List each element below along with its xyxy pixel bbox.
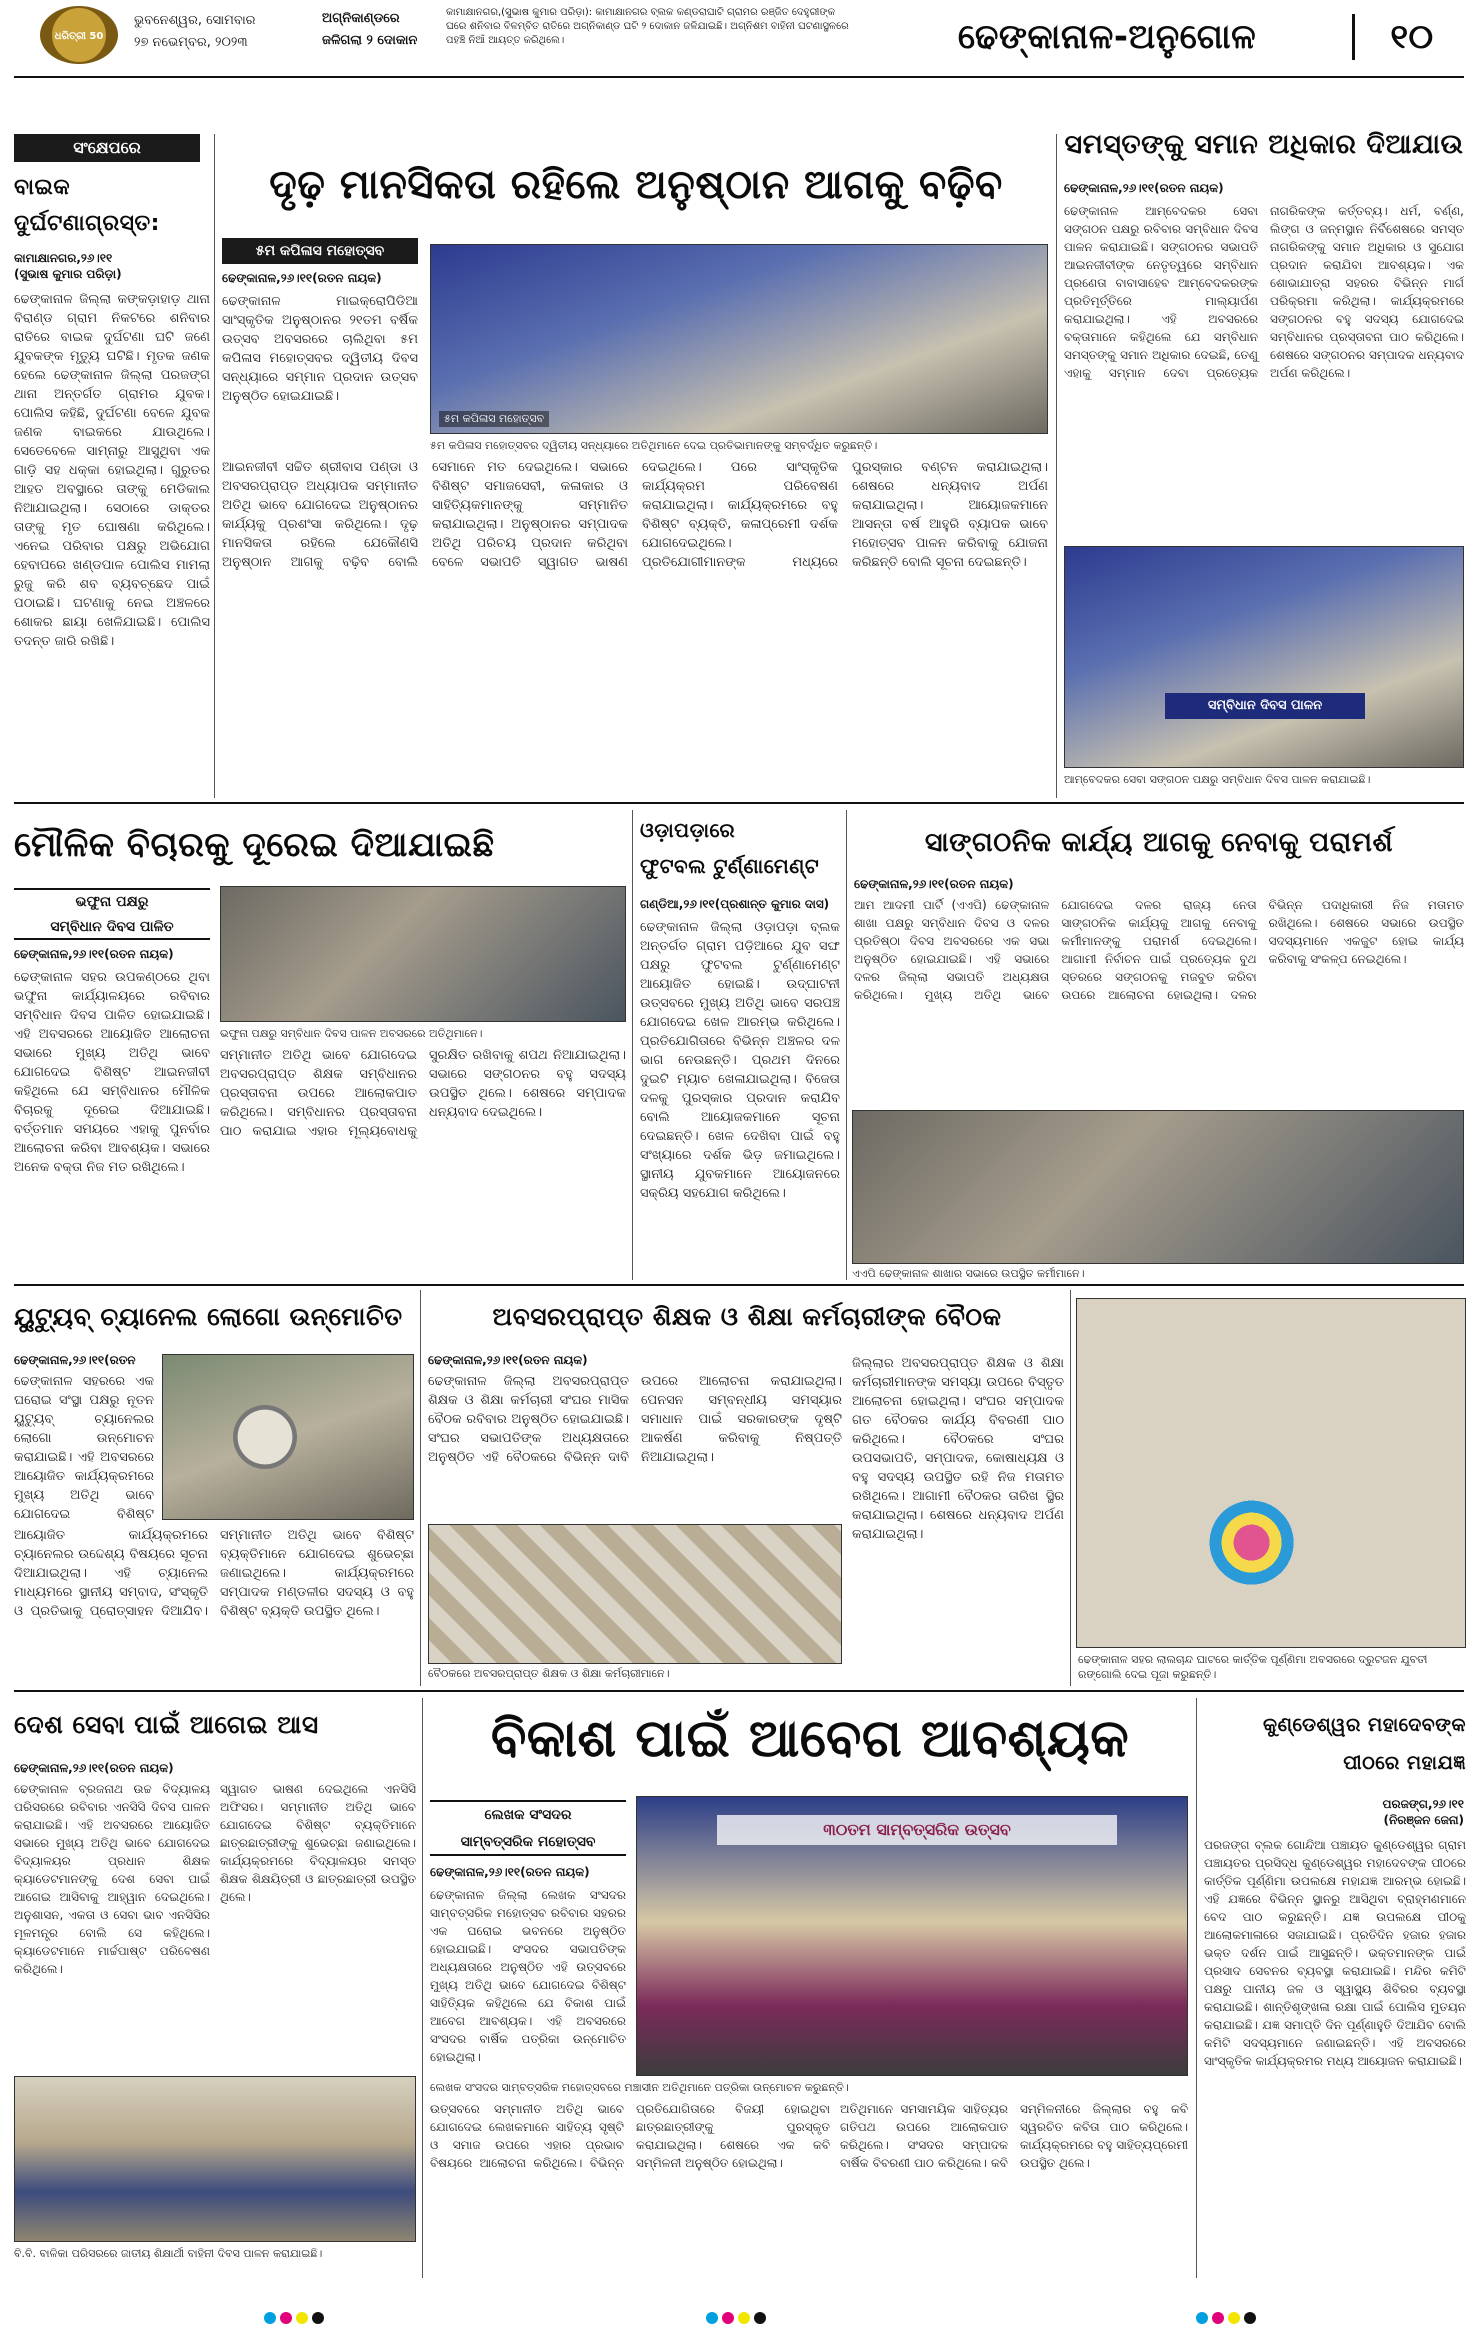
desh-seva-photo — [14, 2076, 416, 2242]
vikash-caption: ଲେଖକ ସଂସଦର ସାମ୍ବତ୍ସରିକ ମହୋତ୍ସବରେ ମଞ୍ଚାସୀନ ଅତିଥିମାନେ ପତ୍ରିକା ଉନ୍ମୋଚନ କରୁଛନ୍ତି। — [430, 2081, 849, 2094]
youtube-headline: ୟୁଟ୍ୟୁବ୍ ଚ୍ୟାନେଲ ଲୋଗୋ ଉନ୍ମୋଚିତ — [14, 1302, 403, 1331]
registration-mark — [738, 2312, 750, 2324]
equal-rights-photo — [1064, 546, 1464, 768]
col-divider — [632, 810, 633, 1280]
mahayajna-byline: ପରଜଙ୍ଗ,୨୬।୧୧ (ନିରଞ୍ଜନ ଜେନା) — [1382, 1797, 1464, 1827]
vikash-body-right: ଅତିଥିମାନେ ସମସାମୟିକ ସାହିତ୍ୟର ଗତିପଥ ଉପରେ ଆଲୋକପାତ କରିଥିଲେ। ସଂସଦର ସମ୍ପାଦକ ବାର୍ଷିକ ବିବରଣୀ ପାଠ କରିଥିଲେ। କବି ସମ୍ମିଳନୀରେ ଜିଲ୍ଲାର ବହୁ କବି ସ୍ୱରଚିତ କବିତା ପାଠ କରିଥିଲେ। କାର୍ଯ୍ୟକ୍ରମରେ ବହୁ ସାହିତ୍ୟପ୍ରେମୀ ଉପସ୍ଥିତ ଥିଲେ। — [840, 2102, 1188, 2170]
organizational-headline: ସାଙ୍ଗଠନିକ କାର୍ଯ୍ୟ ଆଗକୁ ନେବାକୁ ପରାମର୍ଶ — [924, 827, 1394, 858]
desh-seva-body: ଢେଙ୍କାନାଳ ବ୍ରଜନାଥ ଉଚ୍ଚ ବିଦ୍ୟାଳୟ ପରିସରରେ ରବିବାର ଏନସିସି ଦିବସ ପାଳନ କରାଯାଇଛି। ଏହି ଅବସରରେ ଆୟୋଜିତ ସଭାରେ ମୁଖ୍ୟ ଅତିଥି ଭାବେ ଯୋଗଦେଇ ବିଦ୍ୟାଳୟର ପ୍ରଧାନ ଶିକ୍ଷକ କ୍ୟାଡେଟମାନଙ୍କୁ ଦେଶ ସେବା ପାଇଁ ଆଗେଇ ଆସିବାକୁ ଆହ୍ୱାନ ଦେଇଥିଲେ। ଅନୁଶାସନ, ଏକତା ଓ ସେବା ଭାବ ଏନସିସିର ମୂଳମନ୍ତ୍ର ବୋଲି ସେ କହିଥିଲେ। କ୍ୟାଡେଟମାନେ ମାର୍ଚ୍ଚପାଷ୍ଟ ପରିବେଷଣ କରିଥିଲେ। — [14, 1782, 210, 1976]
equal-rights-byline: ଢେଙ୍କାନାଳ,୨୬।୧୧(ରତନ ନାୟକ) — [1064, 181, 1224, 195]
col-divider — [1056, 134, 1057, 798]
col-divider — [422, 1698, 423, 2278]
vikash-headline: ବିକାଶ ପାଇଁ ଆବେଗ ଆବଶ୍ୟକ — [490, 1709, 1130, 1769]
organizational-photo — [852, 1110, 1464, 1264]
kapilash-kicker: ୫ମ କପିଳାସ ମହୋତ୍ସବ — [222, 238, 418, 264]
photo-label: ୫ମ କପିଳାସ ମହୋତ୍ସବ — [439, 411, 549, 427]
kapilash-lead: ଢେଙ୍କାନାଳ ମାଇକ୍ରୋପିଡିଆ ସାଂସ୍କୃତିକ ଅନୁଷ୍ଠାନର ୨୧ତମ ବର୍ଷିକ ଉତ୍ସବ ଅବସରରେ ଚାଲିଥିବା ୫ମ କପିଳାସ ମହୋତ୍ସବର ଦ୍ୱିତୀୟ ଦିବସ ସନ୍ଧ୍ୟାରେ ସମ୍ମାନ ପ୍ରଦାନ ଉତ୍ସବ ଅନୁଷ୍ଠିତ ହୋଇଯାଇଛି। — [222, 294, 418, 404]
teaser-text: କାମାକ୍ଷାନଗର,(ସୁଭାଷ କୁମାର ପରିଡ଼ା): କାମାକ୍ଷାନଗର ବ୍ଲକ କଣ୍ଡରାଘାଟି ଗ୍ରାମର ରଞ୍ଜିତ ଦେହୁରୀଙ୍କ ଘରେ ଶନିବାର ବିଳମ୍ବିତ ରାତିରେ ଅଗ୍ନିକାଣ୍ଡ ଘଟି ୨ ଦୋକାନ ଜଳିଯାଇଛି। ଅଗ୍ନିଶମ ବାହିନୀ ଘଟଣାସ୍ଥଳରେ ପହଞ୍ଚି ନିଆଁ ଆୟତ୍ତ କରିଥିଲେ। — [446, 7, 849, 46]
football-headline: ଓଡ଼ାପଡ଼ାରେ ଫୁଟବଲ ଟୁର୍ଣ୍ଣାମେଣ୍ଟ — [640, 818, 820, 878]
section-rule — [14, 1284, 1464, 1286]
kapilash-photo — [430, 244, 1048, 434]
desh-seva-headline: ଦେଶ ସେବା ପାଇଁ ଆଗେଇ ଆସ — [14, 1710, 319, 1739]
stage-banner-text: ୩୦ତମ ସାମ୍ବତ୍ସରିକ ଉତ୍ସବ — [717, 1815, 1117, 1845]
masthead-rule — [14, 76, 1464, 78]
teachers-photo — [428, 1524, 842, 1664]
samvidhan-caption: ଭଫୁନା ପକ୍ଷରୁ ସମ୍ବିଧାନ ଦିବସ ପାଳନ ଅବସରରେ ଅତିଥିମାନେ। — [220, 1027, 483, 1040]
brief-body: ଢେଙ୍କାନାଳ ଜିଲ୍ଲା କଙ୍କଡ଼ାହାଡ଼ ଥାନା ବିରାଣ୍ଡ ଗ୍ରାମ ନିକଟରେ ଶନିବାର ରାତିରେ ବାଇକ ଦୁର୍ଘଟଣା ଘଟି ଜଣେ ଯୁବକଙ୍କ ମୃତ୍ୟୁ ଘଟିଛି। ମୃତକ ଜଣକ ହେଲେ ଢେଙ୍କାନାଳ ଜିଲ୍ଲା ପରଜଙ୍ଗ ଥାନା ଅନ୍ତର୍ଗତ ଗ୍ରାମର ଯୁବକ। ପୋଲିସ କହିଛି, ଦୁର୍ଘଟଣା ବେଳେ ଯୁବକ ଜଣକ ବାଇକରେ ଯାଉଥିଲେ। ସେତେବେଳେ ସାମ୍ନାରୁ ଆସୁଥିବା ଏକ ଗାଡ଼ି ସହ ଧକ୍କା ହୋଇଥିଲା। ଗୁରୁତର ଆହତ ଅବସ୍ଥାରେ ତାଙ୍କୁ ମେଡିକାଲ ନିଆଯାଇଥିଲା। ସେଠାରେ ଡାକ୍ତର ତାଙ୍କୁ ମୃତ ଘୋଷଣା କରିଥିଲେ। ଏନେଇ ପରିବାର ପକ୍ଷରୁ ଅଭିଯୋଗ ହେବାପରେ ଖଣ୍ଡପାଳ ପୋଲିସ ମାମଲା ରୁଜୁ କରି ଶବ ବ୍ୟବଚ୍ଛେଦ ପାଇଁ ପଠାଇଛି। ଘଟଣାକୁ ନେଇ ଅଞ୍ଚଳରେ ଶୋକର ଛାୟା ଖେଳିଯାଇଛି। ପୋଲିସ ତଦନ୍ତ ଜାରି ରଖିଛି। — [14, 292, 210, 649]
masthead-divider — [1352, 14, 1355, 60]
print-registration-marks — [0, 2300, 1477, 2339]
youtube-photo — [162, 1354, 414, 1520]
kapilash-byline: ଢେଙ୍କାନାଳ,୨୬।୧୧(ରତନ ନାୟକ) — [222, 271, 382, 285]
football-body: ଢେଙ୍କାନାଳ ଜିଲ୍ଲା ଓଡ଼ାପଡ଼ା ବ୍ଲକ ଅନ୍ତର୍ଗତ ଗ୍ରାମ ପଡ଼ିଆରେ ଯୁବ ସଙ୍ଘ ପକ୍ଷରୁ ଫୁଟବଲ ଟୁର୍ଣ୍ଣାମେଣ୍ଟ ଆୟୋଜିତ ହୋଇଛି। ଉଦ୍‌ଘାଟନୀ ଉତ୍ସବରେ ମୁଖ୍ୟ ଅତିଥି ଭାବେ ସରପଞ୍ଚ ଯୋଗଦେଇ ଖେଳ ଆରମ୍ଭ କରିଥିଲେ। ପ୍ରତିଯୋଗିତାରେ ବିଭିନ୍ନ ଅଞ୍ଚଳର ଦଳ ଭାଗ ନେଉଛନ୍ତି। ପ୍ରଥମ ଦିନରେ ଦୁଇଟି ମ୍ୟାଚ ଖେଳାଯାଇଥିଲା। ବିଜେତା ଦଳକୁ ପୁରସ୍କାର ପ୍ରଦାନ କରାଯିବ ବୋଲି ଆୟୋଜକମାନେ ସୂଚନା ଦେଇଛନ୍ତି। ଖେଳ ଦେଖିବା ପାଇଁ ବହୁ ସଂଖ୍ୟାରେ ଦର୍ଶକ ଭିଡ଼ ଜମାଇଥିଲେ। ସ୍ଥାନୀୟ ଯୁବକମାନେ ଆୟୋଜନରେ ସକ୍ରିୟ ସହଯୋଗ କରିଥିଲେ। — [640, 920, 840, 1201]
registration-mark — [296, 2312, 308, 2324]
col-divider — [846, 810, 847, 1280]
football-byline: ଗଣ୍ଡିଆ,୨୬।୧୧(ପ୍ରଶାନ୍ତ କୁମାର ଦାସ) — [640, 897, 830, 911]
brief-headline: ବାଇକ ଦୁର୍ଘଟଣାଗ୍ରସ୍ତ: — [14, 175, 160, 236]
rangoli-caption: ଢେଙ୍କାନାଳ ସହର ଲାଲଚାନ୍ଦ ଘାଟରେ କାର୍ତ୍ତିକ ପୂର୍ଣ୍ଣିମା ଅବସରରେ ଦ୍ରୁଟଜନ ଯୁବତୀ ରଙ୍ଗୋଲି ଦେଇ ପୂଜା କରୁଛନ୍ତି। — [1078, 1653, 1428, 1681]
youtube-byline: ଢେଙ୍କାନାଳ,୨୬।୧୧(ରତନ — [14, 1353, 136, 1367]
masthead — [0, 0, 1477, 72]
youtube-body-top: ଢେଙ୍କାନାଳ ସହରରେ ଏକ ଘରୋଇ ସଂସ୍ଥା ପକ୍ଷରୁ ନୂତନ ୟୁଟ୍ୟୁବ୍ ଚ୍ୟାନେଲର ଲୋଗୋ ଉନ୍ମୋଚନ କରାଯାଇଛି। ଏହି ଅବସରରେ ଆୟୋଜିତ କାର୍ଯ୍ୟକ୍ରମରେ ମୁଖ୍ୟ ଅତିଥି ଭାବେ ଯୋଗଦେଇ ବିଶିଷ୍ଟ — [14, 1374, 154, 1522]
registration-mark — [1244, 2312, 1256, 2324]
samvidhan-photo — [220, 886, 626, 1022]
samvidhan-headline: ମୌଳିକ ବିଚାରକୁ ଦୂରେଇ ଦିଆଯାଇଛି — [14, 825, 495, 865]
teachers-body-right: ଜିଲ୍ଲାର ଅବସରପ୍ରାପ୍ତ ଶିକ୍ଷକ ଓ ଶିକ୍ଷା କର୍ମଚାରୀମାନଙ୍କ ସମସ୍ୟା ଉପରେ ବିସ୍ତୃତ ଆଲୋଚନା ହୋଇଥିଲା। ସଂଘର ସମ୍ପାଦକ ଗତ ବୈଠକର କାର୍ଯ୍ୟ ବିବରଣୀ ପାଠ କରିଥିଲେ। ବୈଠକରେ ସଂଘର ଉପସଭାପତି, ସମ୍ପାଦକ, କୋଷାଧ୍ୟକ୍ଷ ଓ ବହୁ ସଦସ୍ୟ ଉପସ୍ଥିତ ରହି ନିଜ ମତାମତ ରଖିଥିଲେ। ଆଗାମୀ ବୈଠକର ତାରିଖ ସ୍ଥିର କରାଯାଇଥିଲା। ଶେଷରେ ଧନ୍ୟବାଦ ଅର୍ପଣ କରାଯାଇଥିଲା। — [852, 1356, 1064, 1542]
registration-mark — [1196, 2312, 1208, 2324]
samvidhan-kicker: ଭଫୁନା ପକ୍ଷରୁ ସମ୍ବିଧାନ ଦିବସ ପାଳିତ — [14, 888, 210, 940]
section-rule — [14, 1690, 1464, 1692]
desh-seva-body-right: ସ୍ୱାଗତ ଭାଷଣ ଦେଇଥିଲେ ଏନସିସି ଅଫିସର। ସମ୍ମାନୀତ ଅତିଥି ଭାବେ ଯୋଗଦେଇ ବିଶିଷ୍ଟ ବ୍ୟକ୍ତିମାନେ ଛାତ୍ରଛାତ୍ରୀଙ୍କୁ ଶୁଭେଚ୍ଛା ଜଣାଇଥିଲେ। କାର୍ଯ୍ୟକ୍ରମରେ ବିଦ୍ୟାଳୟର ସମସ୍ତ ଶିକ୍ଷକ ଶିକ୍ଷୟିତ୍ରୀ ଓ ଛାତ୍ରଛାତ୍ରୀ ଉପସ୍ଥିତ ଥିଲେ। — [220, 1782, 416, 1904]
organizational-body: ଆମ ଆଦମୀ ପାର୍ଟି (ଏଏପି) ଢେଙ୍କାନାଳ ଶାଖା ପକ୍ଷରୁ ସମ୍ବିଧାନ ଦିବସ ଓ ଦଳର ପ୍ରତିଷ୍ଠା ଦିବସ ଅବସରରେ ଏକ ସଭା ଅନୁଷ୍ଠିତ ହୋଇଯାଇଛି। ଏହି ସଭାରେ ଦଳର ଜିଲ୍ଲା ସଭାପତି ଅଧ୍ୟକ୍ଷତା କରିଥିଲେ। ମୁଖ୍ୟ ଅତିଥି ଭାବେ ଯୋଗଦେଇ ଦଳର ରାଜ୍ୟ ନେତା ସାଙ୍ଗଠନିକ କାର୍ଯ୍ୟକୁ ଆଗକୁ ନେବାକୁ କର୍ମୀମାନଙ୍କୁ ପରାମର୍ଶ ଦେଇଥିଲେ। ଆଗାମୀ ନିର୍ବାଚନ ପାଇଁ ପ୍ରତ୍ୟେକ ବୁଥ ସ୍ତରରେ ସଙ୍ଗଠନକୁ ମଜବୁତ କରିବା ଉପରେ ଆଲୋଚନା ହୋଇଥିଲା। ଦଳର ବିଭିନ୍ନ ପଦାଧିକାରୀ ନିଜ ମତାମତ ରଖିଥିଲେ। ଶେଷରେ ସଭାରେ ଉପସ୍ଥିତ ସଦସ୍ୟମାନେ ଏକଜୁଟ ହୋଇ କାର୍ଯ୍ୟ କରିବାକୁ ସଂକଳ୍ପ ନେଇଥିଲେ। — [854, 898, 1464, 1002]
organizational-caption: ଏଏପି ଢେଙ୍କାନାଳ ଶାଖାର ସଭାରେ ଉପସ୍ଥିତ କର୍ମୀମାନେ। — [852, 1267, 1085, 1280]
banner-text: ସମ୍ବିଧାନ ଦିବସ ପାଳନ — [1165, 693, 1365, 719]
equal-rights-caption: ଆମ୍ବେଦକର ସେବା ସଙ୍ଗଠନ ପକ୍ଷରୁ ସମ୍ବିଧାନ ଦିବସ ପାଳନ କରାଯାଇଛି। — [1064, 773, 1371, 786]
section-title: ଢେଙ୍କାନାଳ-ଅନୁଗୋଳ — [957, 17, 1257, 57]
samvidhan-byline: ଢେଙ୍କାନାଳ,୨୬।୧୧(ରତନ ନାୟକ) — [14, 947, 174, 961]
col-divider — [420, 1290, 421, 1686]
equal-rights-headline: ସମସ୍ତଙ୍କୁ ସମାନ ଅଧିକାର ଦିଆଯାଉ — [1064, 129, 1464, 160]
kapilash-caption: ୫ମ କପିଳାସ ମହୋତ୍ସବର ଦ୍ୱିତୀୟ ସନ୍ଧ୍ୟାରେ ଅତିଥିମାନେ ଦେଇ ପ୍ରତିଭାମାନଙ୍କୁ ସମ୍ବର୍ଦ୍ଧିତ କରୁଛନ୍ତି। — [430, 439, 878, 452]
equal-rights-body: ଢେଙ୍କାନାଳ ଆମ୍ବେଦକର ସେବା ସଙ୍ଗଠନ ପକ୍ଷରୁ ରବିବାର ସମ୍ବିଧାନ ଦିବସ ପାଳନ କରାଯାଇଛି। ସଙ୍ଗଠନର ସଭାପତି ଆଇନଜୀବୀଙ୍କ ନେତୃତ୍ୱରେ ସମ୍ବିଧାନ ପ୍ରଣେତା ବାବାସାହେବ ଆମ୍ବେଦକରଙ୍କ ପ୍ରତିମୂର୍ତ୍ତିରେ ମାଲ୍ୟାର୍ପଣ କରାଯାଇଥିଲା। ଏହି ଅବସରରେ ବକ୍ତାମାନେ କହିଥିଲେ ଯେ ସମ୍ବିଧାନ ସମସ୍ତଙ୍କୁ ସମାନ ଅଧିକାର ଦେଇଛି, ତେଣୁ ଏହାକୁ ସମ୍ମାନ ଦେବା ପ୍ରତ୍ୟେକ ନାଗରିକଙ୍କ କର୍ତ୍ତବ୍ୟ। ଧର୍ମ, ବର୍ଣ୍ଣ, ଲିଙ୍ଗ ଓ ଜନ୍ମସ୍ଥାନ ନିର୍ବିଶେଷରେ ସମସ୍ତ ନାଗରିକଙ୍କୁ ସମାନ ଅଧିକାର ଓ ସୁଯୋଗ ପ୍ରଦାନ କରାଯିବା ଆବଶ୍ୟକ। ଏକ ଶୋଭାଯାତ୍ରା ସହରର ବିଭିନ୍ନ ମାର୍ଗ ପରିକ୍ରମା କରିଥିଲା। କାର୍ଯ୍ୟକ୍ରମରେ ସଙ୍ଗଠନର ବହୁ ସଦସ୍ୟ ଯୋଗଦେଇ ସମ୍ବିଧାନର ପ୍ରସ୍ତାବନା ପାଠ କରିଥିଲେ। ଶେଷରେ ସଙ୍ଗଠନର ସମ୍ପାଦକ ଧନ୍ୟବାଦ ଅର୍ପଣ କରିଥିଲେ। — [1064, 204, 1464, 380]
brief-tag: ସଂକ୍ଷେପରେ — [14, 134, 200, 162]
section-rule — [14, 802, 1464, 804]
teachers-headline: ଅବସରପ୍ରାପ୍ତ ଶିକ୍ଷକ ଓ ଶିକ୍ଷା କର୍ମଚାରୀଙ୍କ ବୈଠକ — [492, 1302, 1002, 1331]
organizational-byline: ଢେଙ୍କାନାଳ,୨୬।୧୧(ରତନ ନାୟକ) — [854, 877, 1014, 891]
vikash-body-left: ଢେଙ୍କାନାଳ ଜିଲ୍ଲା ଲେଖକ ସଂସଦର ସାମ୍ବତ୍ସରିକ ମହୋତ୍ସବ ରବିବାର ସହରର ଏକ ଘରୋଇ ଭବନରେ ଅନୁଷ୍ଠିତ ହୋଇଯାଇଛି। ସଂସଦର ସଭାପତିଙ୍କ ଅଧ୍ୟକ୍ଷତାରେ ଅନୁଷ୍ଠିତ ଏହି ଉତ୍ସବରେ ମୁଖ୍ୟ ଅତିଥି ଭାବେ ଯୋଗଦେଇ ବିଶିଷ୍ଟ ସାହିତ୍ୟିକ କହିଥିଲେ ଯେ ବିକାଶ ପାଇଁ ଆବେଗ ଆବଶ୍ୟକ। ଏହି ଅବସରରେ ସଂସଦର ବାର୍ଷିକ ପତ୍ରିକା ଉନ୍ମୋଚିତ ହୋଇଥିଲା। — [430, 1888, 626, 2064]
dateline: ଭୁବନେଶ୍ୱର, ସୋମବାର ୨୭ ନଭେମ୍ବର, ୨୦୨୩ — [134, 13, 256, 50]
col-divider — [1070, 1290, 1071, 1686]
anniversary-logo — [40, 6, 118, 64]
samvidhan-body-left: ଢେଙ୍କାନାଳ ସହର ଉପକଣ୍ଠରେ ଥିବା ଭଫୁନା କାର୍ଯ୍ୟାଳୟରେ ରବିବାର ସମ୍ବିଧାନ ଦିବସ ପାଳିତ ହୋଇଯାଇଛି। ଏହି ଅବସରରେ ଆୟୋଜିତ ଆଲୋଚନା ସଭାରେ ମୁଖ୍ୟ ଅତିଥି ଭାବେ ଯୋଗଦେଇ ବିଶିଷ୍ଟ ଆଇନଜୀବୀ କହିଥିଲେ ଯେ ସମ୍ବିଧାନର ମୌଳିକ ବିଚାରକୁ ଦୂରେଇ ଦିଆଯାଇଛି। ବର୍ତ୍ତମାନ ସମୟରେ ଏହାକୁ ପୁନର୍ବାର ଆଲୋଚନା କରିବା ଆବଶ୍ୟକ। ସଭାରେ ଅନେକ ବକ୍ତା ନିଜ ମତ ରଖିଥିଲେ। — [14, 970, 210, 1175]
page-number: ୧୦ — [1390, 17, 1434, 57]
teachers-byline: ଢେଙ୍କାନାଳ,୨୬।୧୧(ରତନ ନାୟକ) — [428, 1353, 588, 1367]
registration-mark — [706, 2312, 718, 2324]
logo-text: ଧରିତ୍ରୀ 50 — [54, 31, 104, 42]
logo-disc — [233, 1405, 297, 1469]
teachers-caption: ବୈଠକରେ ଅବସରପ୍ରାପ୍ତ ଶିକ୍ଷକ ଓ ଶିକ୍ଷା କର୍ମଚାରୀମାନେ। — [428, 1667, 670, 1680]
vikash-byline: ଢେଙ୍କାନାଳ,୨୬।୧୧(ରତନ ନାୟକ) — [430, 1865, 590, 1879]
registration-mark — [280, 2312, 292, 2324]
mahayajna-headline: କୁଣ୍ଡେଶ୍ୱର ମହାଦେବଙ୍କ ପୀଠରେ ମହାଯଜ୍ଞ — [1263, 1714, 1466, 1774]
vikash-body-mid: ଉତ୍ସବରେ ସମ୍ମାନୀତ ଅତିଥି ଭାବେ ଯୋଗଦେଇ ଲେଖକମାନେ ସାହିତ୍ୟ ସୃଷ୍ଟି ଓ ସମାଜ ଉପରେ ଏହାର ପ୍ରଭାବ ବିଷୟରେ ଆଲୋଚନା କରିଥିଲେ। ବିଭିନ୍ନ ପ୍ରତିଯୋଗିତାରେ ବିଜୟୀ ହୋଇଥିବା ଛାତ୍ରଛାତ୍ରୀଙ୍କୁ ପୁରସ୍କୃତ କରାଯାଇଥିଲା। ଶେଷରେ ଏକ କବି ସମ୍ମିଳନୀ ଅନୁଷ୍ଠିତ ହୋଇଥିଲା। — [430, 2102, 830, 2170]
kapilash-headline: ଦୃଢ଼ ମାନସିକତା ରହିଲେ ଅନୁଷ୍ଠାନ ଆଗକୁ ବଢ଼ିବ — [269, 162, 1003, 208]
desh-seva-byline: ଢେଙ୍କାନାଳ,୨୬।୧୧(ରତନ ନାୟକ) — [14, 1761, 174, 1775]
rangoli-photo — [1076, 1298, 1466, 1648]
vikash-kicker: ଲେଖକ ସଂସଦର ସାମ୍ବତ୍ସରିକ ମହୋତ୍ସବ — [430, 1800, 626, 1856]
col-divider — [214, 134, 215, 798]
vikash-photo — [636, 1796, 1188, 2076]
registration-mark — [1228, 2312, 1240, 2324]
registration-mark — [722, 2312, 734, 2324]
registration-mark — [312, 2312, 324, 2324]
registration-mark — [1212, 2312, 1224, 2324]
samvidhan-body-right: ସମ୍ମାନୀତ ଅତିଥି ଭାବେ ଯୋଗଦେଇ ଅବସରପ୍ରାପ୍ତ ଶିକ୍ଷକ ସମ୍ବିଧାନର ପ୍ରସ୍ତାବନା ଉପରେ ଆଲୋକପାତ କରିଥିଲେ। ସମ୍ବିଧାନର ପ୍ରସ୍ତାବନା ପାଠ କରାଯାଇ ଏହାର ମୂଲ୍ୟବୋଧକୁ ସୁରକ୍ଷିତ ରଖିବାକୁ ଶପଥ ନିଆଯାଇଥିଲା। ସଭାରେ ସଙ୍ଗଠନର ବହୁ ସଦସ୍ୟ ଉପସ୍ଥିତ ଥିଲେ। ଶେଷରେ ସମ୍ପାଦକ ଧନ୍ୟବାଦ ଦେଇଥିଲେ। — [220, 1048, 626, 1139]
youtube-body-bottom: ଆୟୋଜିତ କାର୍ଯ୍ୟକ୍ରମରେ ଚ୍ୟାନେଲର ଉଦ୍ଦେଶ୍ୟ ବିଷୟରେ ସୂଚନା ଦିଆଯାଇଥିଲା। ଏହି ଚ୍ୟାନେଲ ମାଧ୍ୟମରେ ସ୍ଥାନୀୟ ସମ୍ବାଦ, ସଂସ୍କୃତି ଓ ପ୍ରତିଭାକୁ ପ୍ରୋତ୍ସାହନ ଦିଆଯିବ। ସମ୍ମାନୀତ ଅତିଥି ଭାବେ ବିଶିଷ୍ଟ ବ୍ୟକ୍ତିମାନେ ଯୋଗଦେଇ ଶୁଭେଚ୍ଛା ଜଣାଇଥିଲେ। କାର୍ଯ୍ୟକ୍ରମରେ ସମ୍ପାଦକ ମଣ୍ଡଳୀର ସଦସ୍ୟ ଓ ବହୁ ବିଶିଷ୍ଟ ବ୍ୟକ୍ତି ଉପସ୍ଥିତ ଥିଲେ। — [14, 1528, 414, 1619]
brief-byline: କାମାକ୍ଷାନଗର,୨୬।୧୧ (ସୁଭାଷ କୁମାର ପରିଡ଼ା) — [14, 251, 122, 281]
mahayajna-body: ପରଜଙ୍ଗ ବ୍ଲକ ଗୋନ୍ଦିଆ ପଞ୍ଚାୟତ କୁଣ୍ଡେଶ୍ୱର ଗ୍ରାମ ପଞ୍ଚାୟତର ପ୍ରସିଦ୍ଧ କୁଣ୍ଡେଶ୍ୱର ମହାଦେବଙ୍କ ପୀଠରେ କାର୍ତ୍ତିକ ପୂର୍ଣ୍ଣିମା ଉପଲକ୍ଷେ ମହାଯଜ୍ଞ ଆରମ୍ଭ ହୋଇଛି। ଏହି ଯଜ୍ଞରେ ବିଭିନ୍ନ ସ୍ଥାନରୁ ଆସିଥିବା ବ୍ରାହ୍ମଣମାନେ ବେଦ ପାଠ କରୁଛନ୍ତି। ଯଜ୍ଞ ଉପଲକ୍ଷେ ପୀଠକୁ ଆଲୋକମାଳାରେ ସଜାଯାଇଛି। ପ୍ରତିଦିନ ହଜାର ହଜାର ଭକ୍ତ ଦର୍ଶନ ପାଇଁ ଆସୁଛନ୍ତି। ଭକ୍ତମାନଙ୍କ ପାଇଁ ପ୍ରସାଦ ସେବନର ବ୍ୟବସ୍ଥା କରାଯାଇଛି। ମନ୍ଦିର କମିଟି ପକ୍ଷରୁ ପାନୀୟ ଜଳ ଓ ସ୍ୱାସ୍ଥ୍ୟ ଶିବିରର ବ୍ୟବସ୍ଥା କରାଯାଇଛି। ଶାନ୍ତିଶୃଙ୍ଖଳା ରକ୍ଷା ପାଇଁ ପୋଲିସ ମୁତୟନ କରାଯାଇଛି। ଯଜ୍ଞ ସମାପ୍ତି ଦିନ ପୂର୍ଣ୍ଣାହୁତି ଦିଆଯିବ ବୋଲି କମିଟି ସଦସ୍ୟମାନେ ଜଣାଇଛନ୍ତି। ଏହି ଅବସରରେ ସାଂସ୍କୃତିକ କାର୍ଯ୍ୟକ୍ରମର ମଧ୍ୟ ଆୟୋଜନ କରାଯାଇଛି। — [1204, 1838, 1466, 2068]
kapilash-body: ଆଇନଜୀବୀ ସଚ୍ଚିତ ଶ୍ରୀବାସ ପଣ୍ଡା ଓ ଅବସରପ୍ରାପ୍ତ ଅଧ୍ୟାପକ ସମ୍ମାନୀତ ଅତିଥି ଭାବେ ଯୋଗଦେଇ ଅନୁଷ୍ଠାନର କାର୍ଯ୍ୟକୁ ପ୍ରଶଂସା କରିଥିଲେ। ଦୃଢ଼ ମାନସିକତା ରହିଲେ ଯେକୌଣସି ଅନୁଷ୍ଠାନ ଆଗକୁ ବଢ଼ିବ ବୋଲି ସେମାନେ ମତ ଦେଇଥିଲେ। ସଭାରେ ବିଶିଷ୍ଟ ସମାଜସେବୀ, କଳାକାର ଓ ସାହିତ୍ୟିକମାନଙ୍କୁ ସମ୍ମାନିତ କରାଯାଇଥିଲା। ଅନୁଷ୍ଠାନର ସମ୍ପାଦକ ଅତିଥି ପରିଚୟ ପ୍ରଦାନ କରିଥିବା ବେଳେ ସଭାପତି ସ୍ୱାଗତ ଭାଷଣ ଦେଇଥିଲେ। ପରେ ସାଂସ୍କୃତିକ କାର୍ଯ୍ୟକ୍ରମ ପରିବେଷଣ କରାଯାଇଥିଲା। କାର୍ଯ୍ୟକ୍ରମରେ ବହୁ ବିଶିଷ୍ଟ ବ୍ୟକ୍ତି, କଳାପ୍ରେମୀ ଦର୍ଶକ ଯୋଗଦେଇଥିଲେ। ପ୍ରତିଯୋଗୀମାନଙ୍କ ମଧ୍ୟରେ ପୁରସ୍କାର ବଣ୍ଟନ କରାଯାଇଥିଲା। ଶେଷରେ ଧନ୍ୟବାଦ ଅର୍ପଣ କରାଯାଇଥିଲା। ଆୟୋଜକମାନେ ଆସନ୍ତା ବର୍ଷ ଆହୁରି ବ୍ୟାପକ ଭାବେ ମହୋତ୍ସବ ପାଳନ କରିବାକୁ ଯୋଜନା କରିଛନ୍ତି ବୋଲି ସୂଚନା ଦେଇଛନ୍ତି। — [222, 460, 1048, 570]
registration-mark — [754, 2312, 766, 2324]
teaser-title: ଅଗ୍ନିକାଣ୍ଡରେ ଜଳିଗଲା ୨ ଦୋକାନ — [322, 11, 418, 48]
registration-mark — [264, 2312, 276, 2324]
col-divider — [1196, 1698, 1197, 2278]
desh-seva-caption: ବି.ବି. ବାଳିକା ପରିସରରେ ଜାତୀୟ ଶିକ୍ଷାର୍ଥୀ ବାହିନୀ ଦିବସ ପାଳନ କରାଯାଇଛି। — [14, 2247, 323, 2260]
teachers-body-mid: ଢେଙ୍କାନାଳ ଜିଲ୍ଲା ଅବସରପ୍ରାପ୍ତ ଶିକ୍ଷକ ଓ ଶିକ୍ଷା କର୍ମଚାରୀ ସଂଘର ମାସିକ ବୈଠକ ରବିବାର ଅନୁଷ୍ଠିତ ହୋଇଯାଇଛି। ସଂଘର ସଭାପତିଙ୍କ ଅଧ୍ୟକ୍ଷତାରେ ଅନୁଷ୍ଠିତ ଏହି ବୈଠକରେ ବିଭିନ୍ନ ଦାବି ଉପରେ ଆଲୋଚନା କରାଯାଇଥିଲା। ପେନସନ ସମ୍ବନ୍ଧୀୟ ସମସ୍ୟାର ସମାଧାନ ପାଇଁ ସରକାରଙ୍କ ଦୃଷ୍ଟି ଆକର୍ଷଣ କରିବାକୁ ନିଷ୍ପତ୍ତି ନିଆଯାଇଥିଲା। — [428, 1374, 842, 1465]
